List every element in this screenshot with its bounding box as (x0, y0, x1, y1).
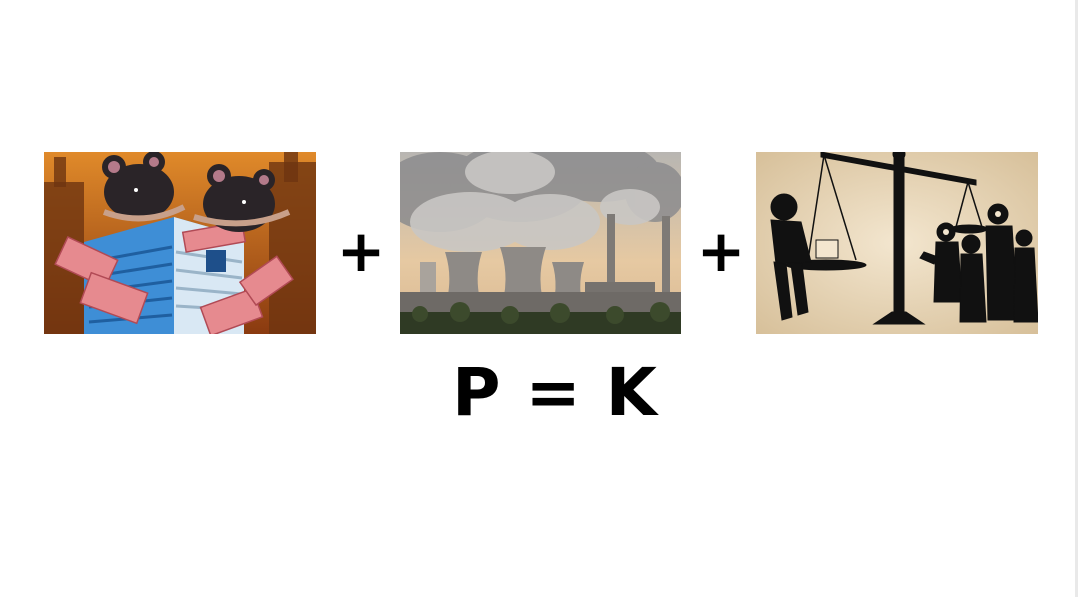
justice-scale-image (756, 152, 1038, 334)
corruption-rats-illustration (44, 152, 316, 334)
justice-scale-silhouette (756, 152, 1038, 334)
plus-operator-1: + (336, 217, 386, 285)
corruption-rats-image (44, 152, 316, 334)
formula-p-equals-k: P = K (452, 354, 658, 431)
plus-operator-2: + (696, 217, 746, 285)
power-plant-pollution-photo (400, 152, 681, 334)
power-plant-image (400, 152, 681, 334)
